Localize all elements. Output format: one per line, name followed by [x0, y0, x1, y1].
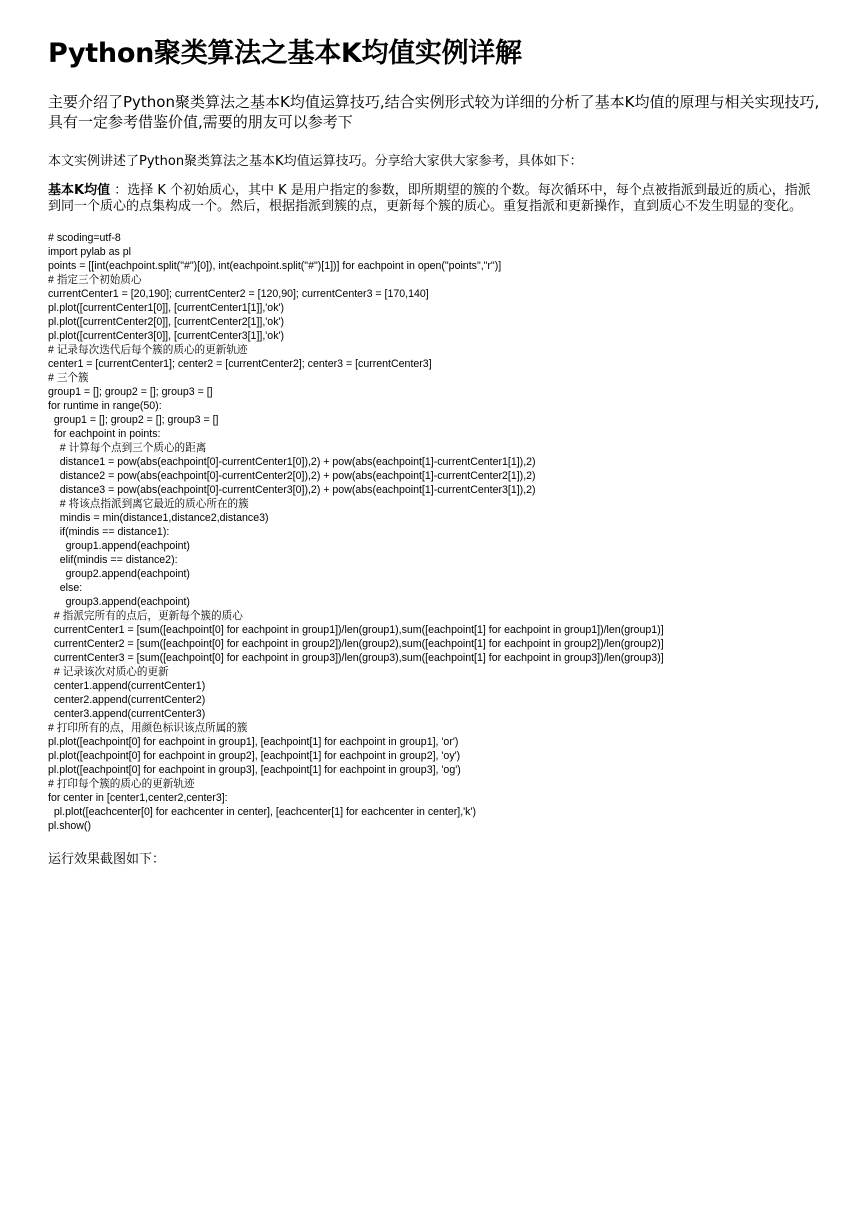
code-line: center3.append(currentCenter3) — [48, 708, 206, 720]
code-line: group3.append(eachpoint) — [48, 596, 190, 608]
code-line: pl.plot([currentCenter1[0]], [currentCenter1[1]],'ok') — [48, 302, 285, 314]
code-line: group2.append(eachpoint) — [48, 568, 190, 580]
code-line: if(mindis == distance1): — [48, 526, 170, 538]
article-title: Python聚类算法之基本K均值实例详解 — [48, 38, 522, 69]
code-line: # 指派完所有的点后，更新每个簇的质心 — [48, 610, 243, 622]
code-line: pl.plot([eachpoint[0] for eachpoint in group1], [eachpoint[1] for eachpoint in group1], 'or') — [48, 736, 459, 748]
code-line: currentCenter2 = [sum([eachpoint[0] for eachpoint in group2])/len(group2),sum([eachpoint[1] for eachpoint in group2])/len(group2)] — [48, 638, 664, 650]
code-line: group1 = []; group2 = []; group3 = [] — [48, 414, 219, 426]
code-line: pl.plot([currentCenter2[0]], [currentCenter2[1]],'ok') — [48, 316, 285, 328]
code-line: currentCenter1 = [20,190]; currentCenter2 = [120,90]; currentCenter3 = [170,140] — [48, 288, 429, 300]
code-line: center1 = [currentCenter1]; center2 = [currentCenter2]; center3 = [currentCenter3] — [48, 358, 432, 370]
code-line: mindis = min(distance1,distance2,distance3) — [48, 512, 269, 524]
code-line: currentCenter3 = [sum([eachpoint[0] for eachpoint in group3])/len(group3),sum([eachpoint[1] for eachpoint in group3])/len(group3)] — [48, 652, 664, 664]
article-intro: 本文实例讲述了Python聚类算法之基本K均值运算技巧。分享给大家供大家参考，具体如下： — [48, 154, 583, 169]
code-line: import pylab as pl — [48, 246, 132, 258]
code-line: for runtime in range(50): — [48, 400, 162, 412]
code-line: for center in [center1,center2,center3]: — [48, 792, 228, 804]
code-line: center1.append(currentCenter1) — [48, 680, 206, 692]
code-line: pl.plot([eachpoint[0] for eachpoint in group2], [eachpoint[1] for eachpoint in group2], 'oy') — [48, 750, 461, 762]
code-line: distance1 = pow(abs(eachpoint[0]-currentCenter1[0]),2) + pow(abs(eachpoint[1]-currentCenter1[1]),2) — [48, 456, 536, 468]
result-screenshot-caption: 运行效果截图如下： — [48, 852, 166, 867]
k-means-definition — [48, 183, 820, 215]
code-line: distance3 = pow(abs(eachpoint[0]-currentCenter3[0]),2) + pow(abs(eachpoint[1]-currentCenter3[1]),2) — [48, 484, 536, 496]
code-line: currentCenter1 = [sum([eachpoint[0] for eachpoint in group1])/len(group1),sum([eachpoint[1] for eachpoint in group1])/len(group1)] — [48, 624, 664, 636]
code-line: group1.append(eachpoint) — [48, 540, 190, 552]
code-line: group1 = []; group2 = []; group3 = [] — [48, 386, 213, 398]
code-line: center2.append(currentCenter2) — [48, 694, 206, 706]
code-line: for eachpoint in points: — [48, 428, 161, 440]
definition-term: 基本K均值 — [48, 183, 111, 198]
code-block — [48, 231, 820, 833]
code-line: else: — [48, 582, 83, 594]
code-line: # 打印每个簇的质心的更新轨迹 — [48, 778, 195, 790]
code-line: # 指定三个初始质心 — [48, 274, 142, 286]
code-line: distance2 = pow(abs(eachpoint[0]-currentCenter2[0]),2) + pow(abs(eachpoint[1]-currentCenter2[1]),2) — [48, 470, 536, 482]
code-line: # scoding=utf-8 — [48, 232, 121, 244]
code-line: pl.plot([currentCenter3[0]], [currentCenter3[1]],'ok') — [48, 330, 285, 342]
code-line: # 计算每个点到三个质心的距离 — [48, 442, 207, 454]
code-line: elif(mindis == distance2): — [48, 554, 178, 566]
code-line: # 将该点指派到离它最近的质心所在的簇 — [48, 498, 249, 510]
code-line: # 打印所有的点，用颜色标识该点所属的簇 — [48, 722, 248, 734]
article-summary: 主要介绍了Python聚类算法之基本K均值运算技巧,结合实例形式较为详细的分析了基本K均值的原理与相关实现技巧,具有一定参考借鉴价值,需要的朋友可以参考下 — [48, 93, 820, 131]
code-line: points = [[int(eachpoint.split("#")[0]), int(eachpoint.split("#")[1])] for eachpoint in open("points","r")] — [48, 260, 502, 272]
code-line: pl.plot([eachpoint[0] for eachpoint in group3], [eachpoint[1] for eachpoint in group3], 'og') — [48, 764, 461, 776]
code-line: pl.show() — [48, 820, 91, 832]
code-line: # 记录该次对质心的更新 — [48, 666, 169, 678]
code-line: pl.plot([eachcenter[0] for eachcenter in center], [eachcenter[1] for eachcenter in center],'k') — [48, 806, 477, 818]
code-line: # 三个簇 — [48, 372, 89, 384]
code-line: # 记录每次迭代后每个簇的质心的更新轨迹 — [48, 344, 248, 356]
definition-text: ：选择 K 个初始质心，其中 K 是用户指定的参数，即所期望的簇的个数。每次循环中，每个点被指派到最近的质心，指派到同一个质心的点集构成一个。然后，根据指派到簇的点，更新每个簇的质心。重复指派和更新操作，直到质心不发生明显的变化。 — [48, 183, 811, 214]
